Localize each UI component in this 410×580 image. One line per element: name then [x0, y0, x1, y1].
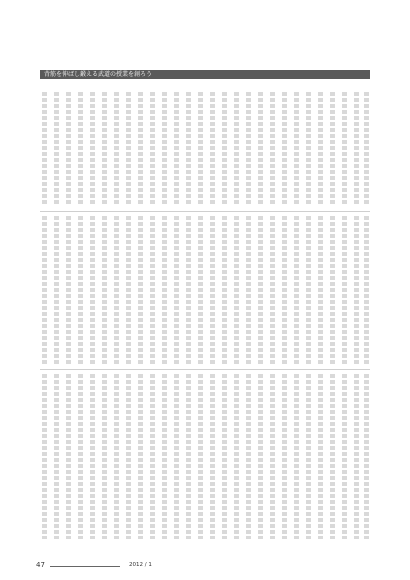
issue-date: 2012 / 1: [129, 562, 152, 568]
middle-tier-text: [40, 216, 370, 364]
page-number: 47: [36, 561, 45, 569]
footer-rule: [50, 566, 120, 567]
tier-divider: [40, 369, 370, 370]
running-header-title: 背筋を伸ばし鍛える武道の授業を創ろう: [44, 71, 153, 78]
lower-tier-text: [40, 374, 370, 539]
tier-divider: [40, 211, 370, 212]
upper-tier-text: [40, 92, 370, 205]
